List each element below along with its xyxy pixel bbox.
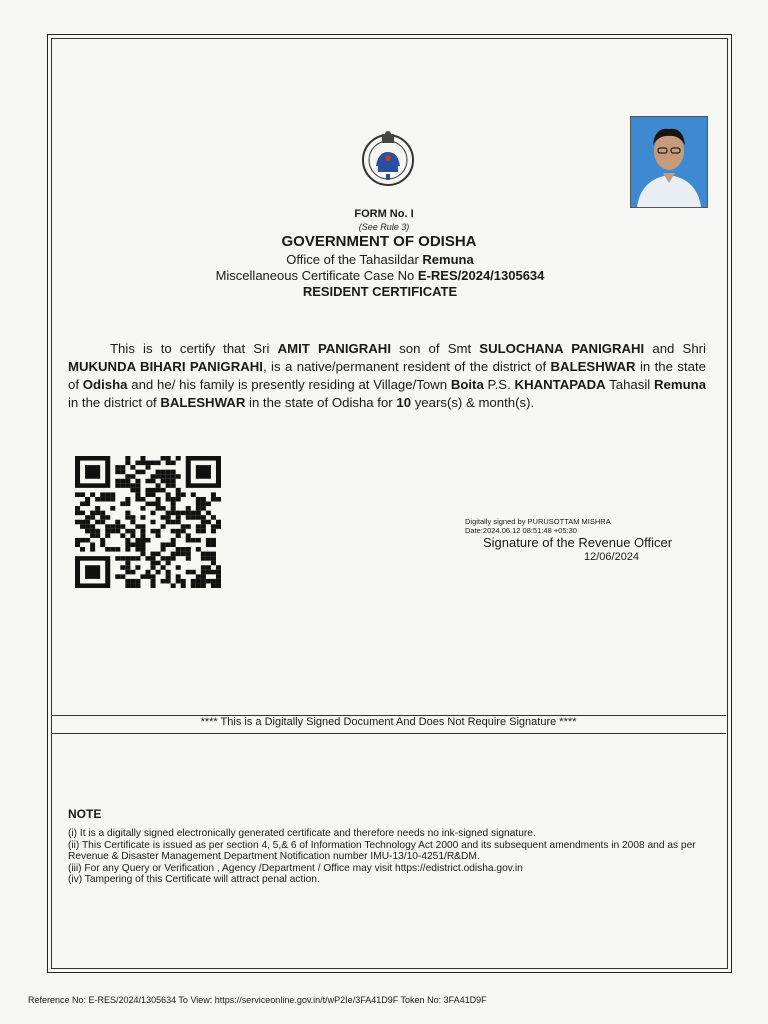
certificate-body: This is to certify that Sri AMIT PANIGRAHI son of Smt SULOCHANA PANIGRAHI and Shri MUKUNDA BIHARI PANIGRAHI, is a native/permanent resident of the district of BALESHWAR in the state of Odisha and he/ his family is presently residing at Village/Town Boita P.S. KHANTAPADA Tahasil Remuna in the district of BALESHWAR in the state of Odisha for 10 years(s) & month(s).	[68, 341, 707, 410]
note-item: (iii) For any Query or Verification , Agency /Department / Office may visit https://edistrict.odisha.gov.in	[68, 862, 523, 874]
signed-by: Digitally signed by PURUSOTTAM MISHRA	[465, 517, 611, 526]
state-emblem-icon	[360, 130, 416, 190]
father-name: MUKUNDA BIHARI PANIGRAHI	[68, 359, 263, 374]
form-number: FORM No. I	[354, 208, 414, 220]
signed-date: Date:2024.06.12 08:51:48 +05:30	[465, 526, 577, 535]
note-item: (i) It is a digitally signed electronically generated certificate and therefore needs no ink-signed signature.	[68, 828, 536, 839]
village-name: Boita	[450, 377, 484, 392]
digital-signature-info	[465, 517, 611, 535]
note-list	[68, 828, 718, 886]
office-line: Office of the Tahasildar Remuna	[286, 252, 474, 267]
applicant-photo	[630, 116, 708, 208]
state-name: Odisha	[82, 377, 128, 392]
applicant-name: AMIT PANIGRAHI	[277, 341, 391, 356]
signature-title: Signature of the Revenue Officer	[483, 535, 673, 550]
police-station: KHANTAPADA	[514, 377, 606, 392]
note-item: (iv) Tampering of this Certificate will attract penal action.	[68, 874, 320, 885]
office-name: Remuna	[422, 252, 474, 267]
note-heading: NOTE	[68, 807, 102, 821]
years-count: 10	[396, 395, 412, 410]
district-name: BALESHWAR	[550, 359, 636, 374]
see-rule: (See Rule 3)	[358, 222, 410, 232]
qr-code	[75, 456, 221, 588]
certificate-title: RESIDENT CERTIFICATE	[302, 284, 458, 299]
district-name-2: BALESHWAR	[160, 395, 246, 410]
reference-footer: Reference No: E-RES/2024/1305634 To View: https://serviceonline.gov.in/t/wP2Ie/3FA41D9F Token No: 3FA41D9F	[28, 995, 487, 1005]
tahasil-name: Remuna	[654, 377, 707, 392]
case-number: E-RES/2024/1305634	[417, 268, 545, 283]
digital-signed-note: **** This is a Digitally Signed Document And Does Not Require Signature ****	[200, 716, 577, 728]
divider-bottom	[51, 733, 726, 734]
government-title: GOVERNMENT OF ODISHA	[281, 233, 477, 250]
note-item: (ii) This Certificate is issued as per section 4, 5,& 6 of Information Technology Act 2000 and its subsequent amendments in 2008 and as per Revenue & Disaster Management Department Notification number IMU-13/10-4251/R&DM.	[68, 839, 696, 862]
case-line: Miscellaneous Certificate Case No E-RES/2024/1305634	[215, 268, 545, 283]
signature-date: 12/06/2024	[584, 551, 640, 563]
mother-name: SULOCHANA PANIGRAHI	[479, 341, 645, 356]
